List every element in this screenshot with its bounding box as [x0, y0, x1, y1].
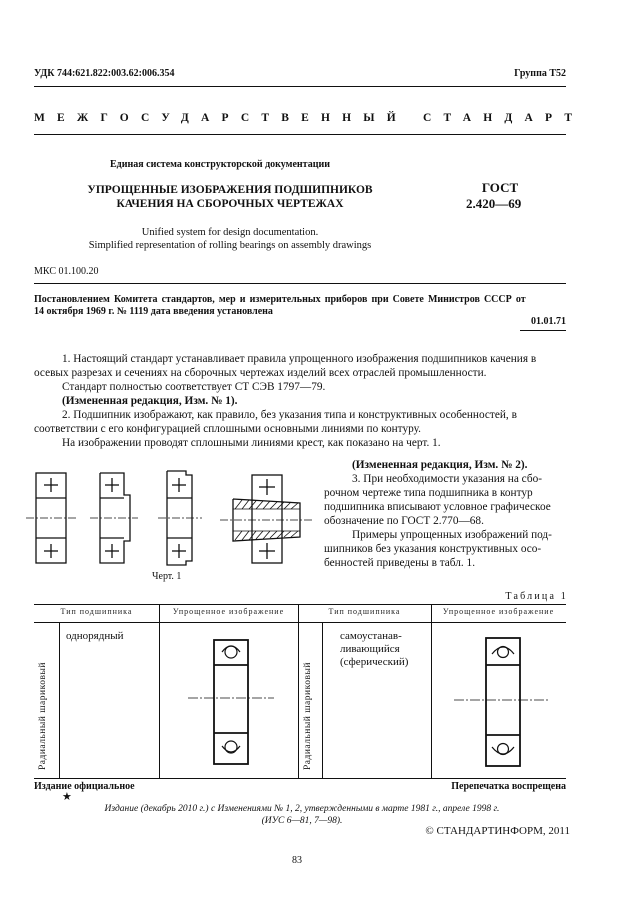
header-rule — [34, 86, 566, 87]
mks-rule — [34, 283, 566, 284]
table-group-divider-2 — [322, 622, 323, 778]
header-bearing-type-2: Тип подшипника — [328, 607, 401, 616]
paragraph-examples-c: бенностей приведены в табл. 1. — [324, 557, 476, 569]
single-row-bearing-drawing — [186, 630, 276, 770]
self-aligning-bearing-drawing — [452, 630, 552, 770]
paragraph-3: (Измененная редакция, Изм. № 1). — [62, 395, 238, 407]
paragraph-4b: соответствии с его конфигурацией сплошными основными линиями по контуру. — [34, 423, 421, 435]
english-title — [70, 226, 390, 252]
star-mark: ★ — [62, 791, 72, 803]
header-bearing-type-1: Тип подшипника — [60, 607, 133, 616]
paragraph-4a: 2. Подшипник изображают, как правило, без указания типа и конструктивных особенностей, в — [62, 409, 517, 421]
paragraph-examples-a: Примеры упрощенных изображений под- — [352, 529, 552, 541]
table-divider-3 — [431, 604, 432, 778]
decree-line-1: Постановлением Комитета стандартов, мер и измерительных приборов при Совете Министров СССР от — [34, 294, 526, 305]
edition-note — [34, 803, 570, 827]
group-code: Группа Т52 — [514, 68, 566, 79]
paragraph-2: Стандарт полностью соответствует СТ СЭВ 1797—79. — [62, 381, 326, 393]
paragraph-3d: обозначение по ГОСТ 2.770—68. — [324, 515, 484, 527]
body-text — [34, 352, 570, 450]
table-header-rule — [34, 622, 566, 623]
type-self-aligning — [340, 630, 408, 669]
paragraph-5: На изображении проводят сплошными линиями крест, как показано на черт. 1. — [62, 437, 441, 449]
introduction-date: 01.01.71 — [531, 316, 566, 327]
figure-caption: Черт. 1 — [152, 571, 182, 582]
title-line-2: КАЧЕНИЯ НА СБОРОЧНЫХ ЧЕРТЕЖАХ — [116, 198, 344, 210]
en-title-line-2: Simplified representation of rolling bearings on assembly drawings — [88, 240, 372, 251]
type-self-aligning-l2: ливающийся — [340, 643, 400, 655]
row-group-label-2: Радиальный шариковый — [303, 662, 313, 770]
right-column-text — [324, 458, 569, 570]
table-caption: Таблица 1 — [505, 591, 568, 602]
standard-banner: МЕЖГОСУДАРСТВЕННЫЙ СТАНДАРТ — [34, 112, 585, 124]
decree-line-2: 14 октября 1969 г. № 1119 дата введения установлена — [34, 306, 273, 317]
paragraph-1a: 1. Настоящий стандарт устанавливает правила упрощенного изображения подшипников качения в — [62, 353, 537, 365]
type-single-row: однорядный — [66, 630, 124, 642]
udk-code: УДК 744:621.822:003.62:006.354 — [34, 68, 175, 79]
en-title-line-1: Unified system for design documentation. — [141, 227, 319, 238]
official-edition: Издание официальное — [34, 781, 135, 792]
paragraph-1b: осевых разрезах и сечениях на сборочных чертежах изделий всех отраслей промышленности. — [34, 367, 487, 379]
table-group-divider-1 — [59, 622, 60, 778]
amendment-note: (Измененная редакция, Изм. № 2). — [352, 459, 528, 471]
edition-note-line-1: Издание (декабрь 2010 г.) с Изменениями № 1, 2, утвержденными в марте 1981 г., апреле 1998 г. — [104, 804, 500, 814]
table-divider-1 — [159, 604, 160, 778]
header-image-2: Упрощенное изображение — [442, 607, 555, 616]
banner-rule — [34, 134, 566, 135]
paragraph-examples-b: шипников без указания конструктивных осо- — [324, 543, 542, 555]
header-image-1: Упрощенное изображение — [172, 607, 285, 616]
table-top-rule — [34, 604, 566, 605]
paragraph-3c: подшипника вписывают условное графическое — [324, 501, 551, 513]
row-group-label-1: Радиальный шариковый — [38, 662, 48, 770]
date-underline — [520, 330, 566, 331]
paragraph-3a: 3. При необходимости указания на сбо- — [352, 473, 542, 485]
type-self-aligning-l3: (сферический) — [340, 656, 409, 668]
mks-code: МКС 01.100.20 — [34, 266, 99, 277]
gost-label: ГОСТ — [481, 180, 519, 195]
title-line-1: УПРОЩЕННЫЕ ИЗОБРАЖЕНИЯ ПОДШИПНИКОВ — [87, 184, 373, 196]
reprint-prohibited: Перепечатка воспрещена — [451, 781, 566, 792]
page-title — [70, 183, 390, 211]
page-number: 83 — [292, 855, 302, 866]
copyright: © СТАНДАРТИНФОРМ, 2011 — [425, 825, 570, 837]
table-divider-2 — [298, 604, 299, 778]
system-title: Единая система конструкторской документации — [110, 159, 330, 170]
edition-note-line-2: (ИУС 6—81, 7—98). — [261, 816, 343, 826]
table-bottom-rule — [34, 778, 566, 779]
figure-1-drawing — [20, 465, 320, 575]
gost-number: 2.420—69 — [466, 196, 522, 211]
type-self-aligning-l1: самоустанав- — [340, 630, 402, 642]
paragraph-3b: рочном чертеже типа подшипника в контур — [324, 487, 533, 499]
